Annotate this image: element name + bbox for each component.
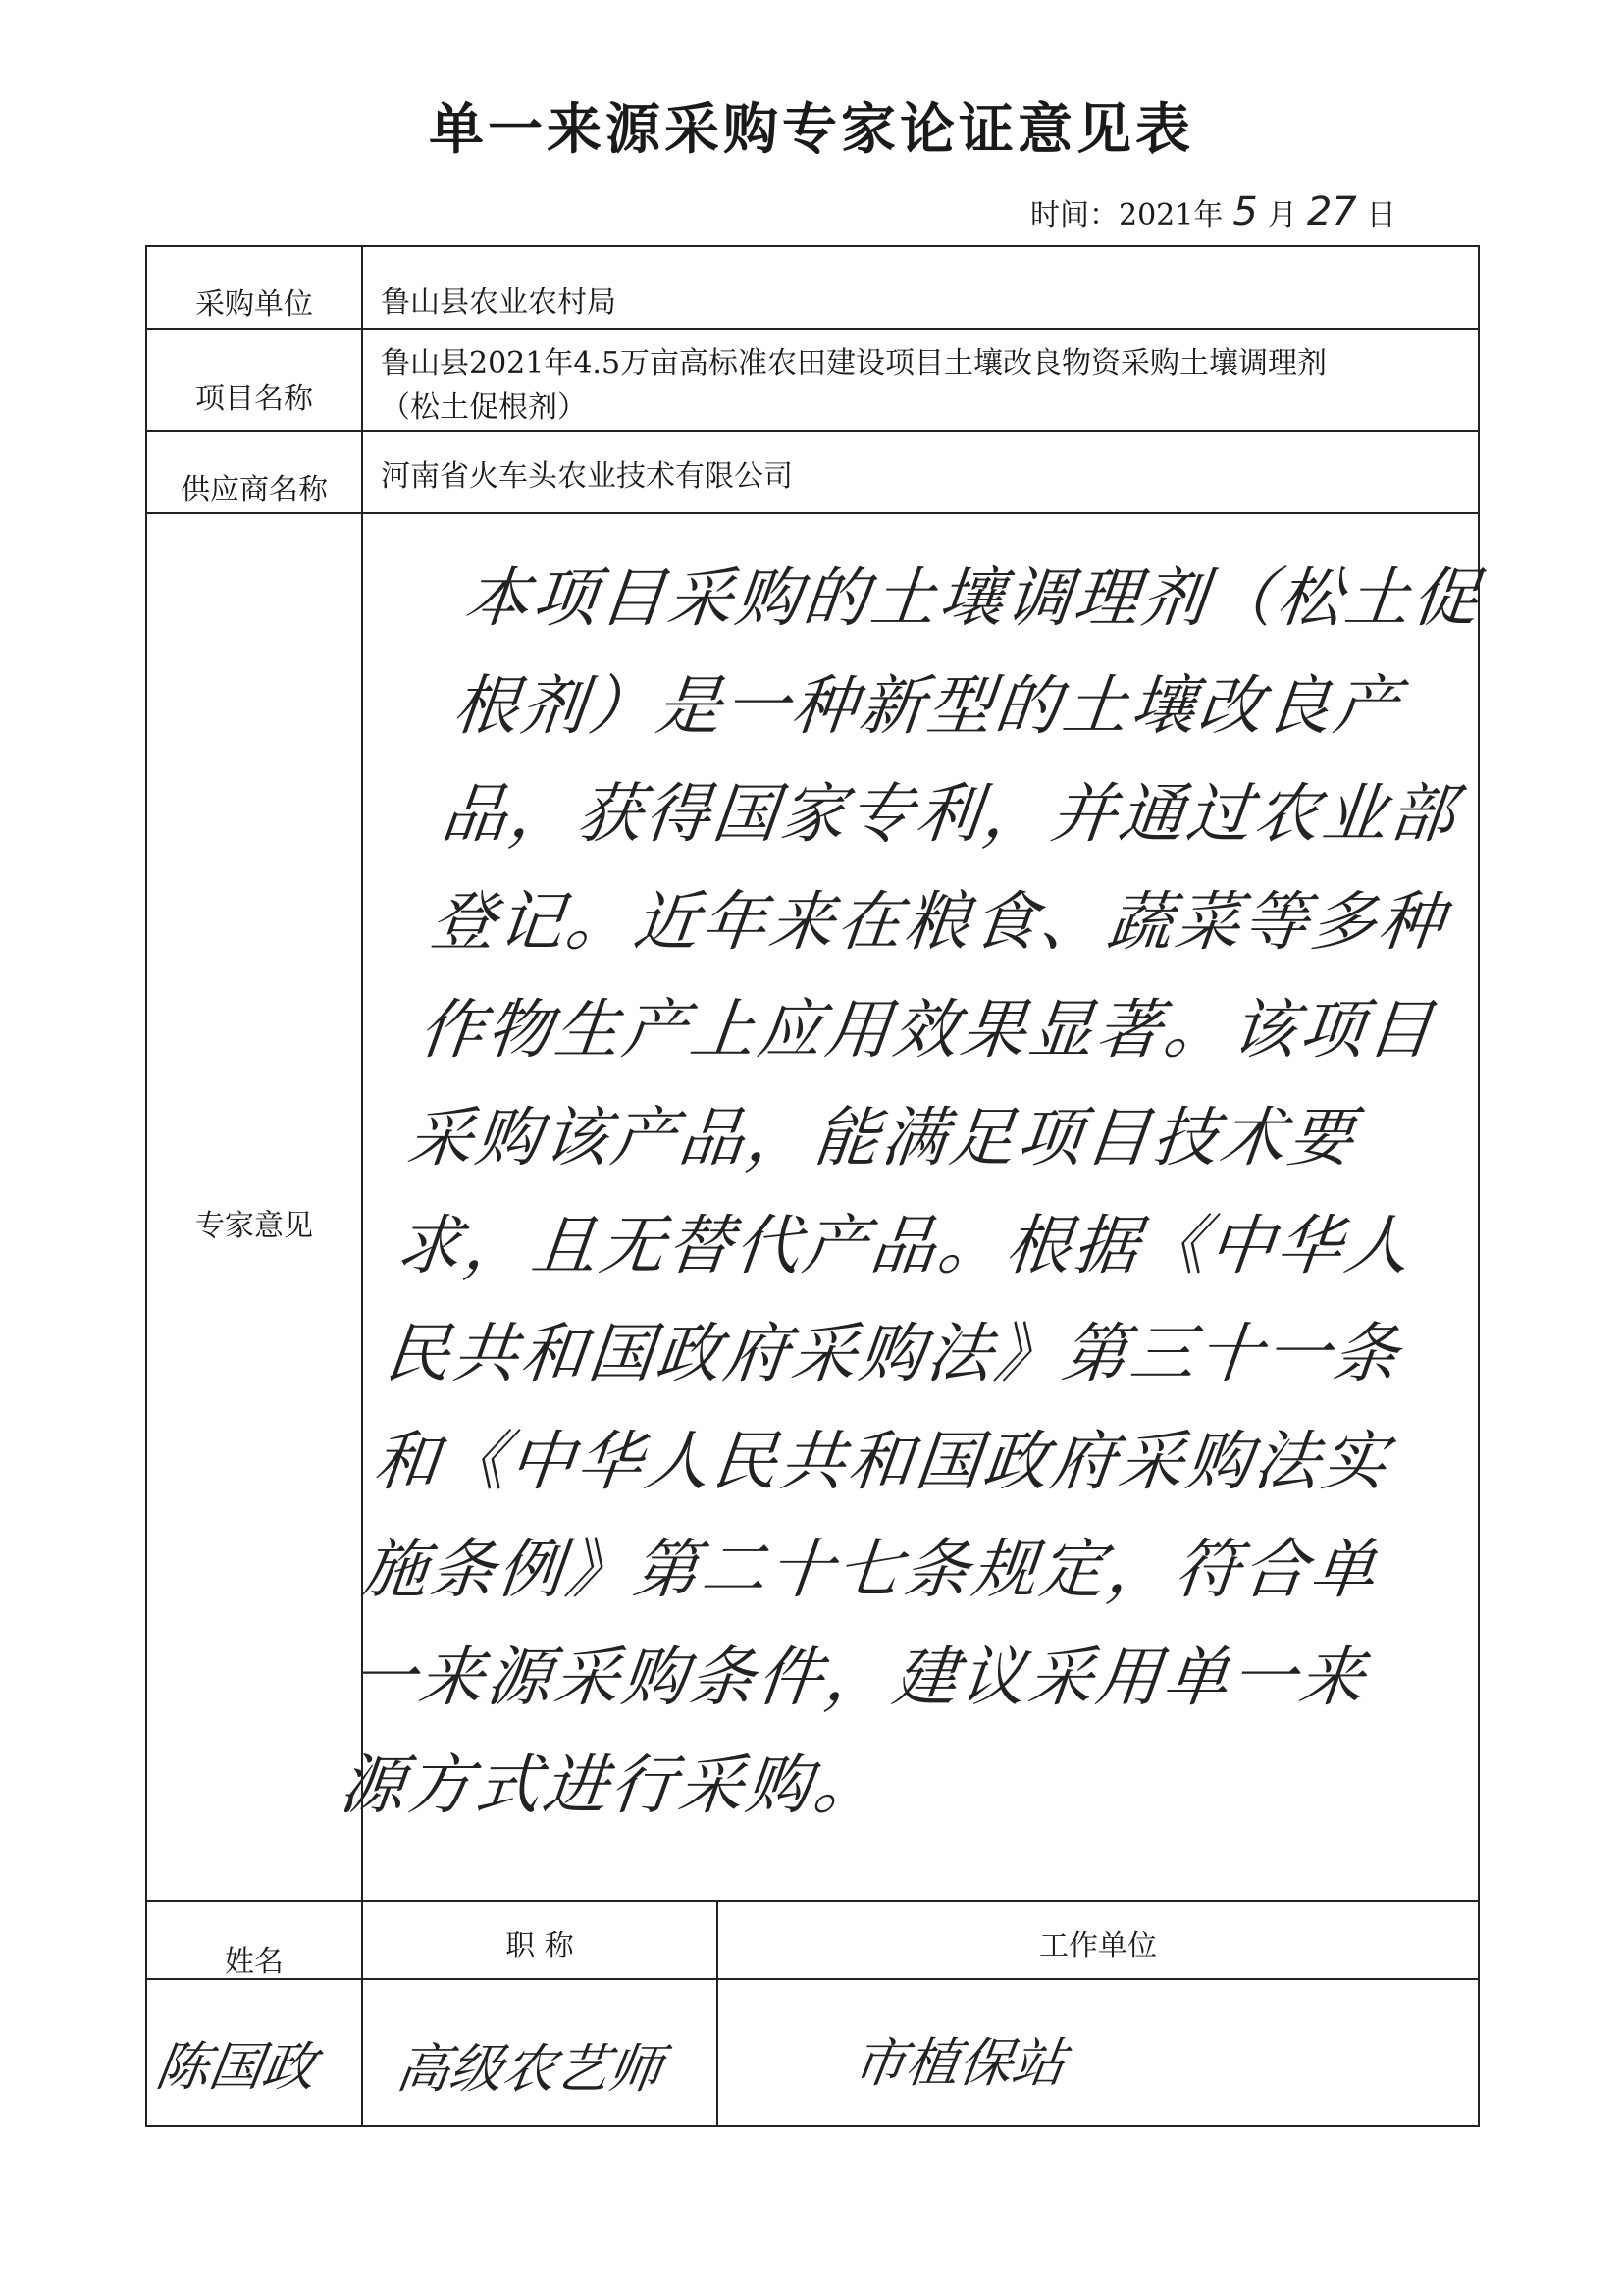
unit-header: 工作单位 xyxy=(1039,1929,1157,1963)
opinion-label: 专家意见 xyxy=(195,1209,313,1243)
date-day-suffix: 日 xyxy=(1366,198,1396,233)
supplier-value: 河南省火车头农业技术有限公司 xyxy=(381,459,793,494)
table-border-right xyxy=(1478,245,1480,2127)
purchaser-value: 鲁山县农业农村局 xyxy=(381,286,616,320)
project-value-line1: 鲁山县2021年4.5万亩高标准农田建设项目土壤改良物资采购土壤调理剂 xyxy=(381,346,1328,381)
table-border-bottom xyxy=(145,2125,1480,2127)
document-title: 单一来源采购专家论证意见表 xyxy=(429,98,1194,162)
date-label: 时间：2021年 xyxy=(1030,198,1224,233)
table-border-top xyxy=(145,245,1480,247)
project-value-line2: （松土促根剂） xyxy=(381,391,587,425)
expert-title-handwritten: 高级农艺师 xyxy=(393,2038,666,2100)
purchaser-label: 采购单位 xyxy=(195,287,313,322)
project-label: 项目名称 xyxy=(195,382,313,416)
title-header: 职 称 xyxy=(505,1929,574,1963)
expert-name-signature: 陈国政 xyxy=(152,2036,320,2098)
supplier-label: 供应商名称 xyxy=(181,473,328,507)
expert-unit-handwritten: 市植保站 xyxy=(849,2032,1070,2094)
name-header: 姓名 xyxy=(225,1945,284,1979)
table-border-left xyxy=(145,245,147,2127)
date-month-suffix: 月 xyxy=(1267,198,1297,233)
row-divider xyxy=(145,328,1480,330)
row-divider xyxy=(145,430,1480,432)
date-line xyxy=(1030,189,1396,235)
expert-opinion-handwritten: 本项目采购的土壤调理剂（松土促根剂）是一种新型的土壤改良产品，获得国家专利，并通过农业部登记。近年来在粮食、蔬菜等多种作物生产上应用效果显著。该项目采购该产品，能满足项目技术要求，且无替代产品。根据《中华人民共和国政府采购法》第三十一条和《中华人民共和国政府采购法实施条例》第二十七条规定，符合单一来源采购条件，建议采用单一来源方式进行采购。 xyxy=(336,560,1485,1823)
date-month: 5 xyxy=(1232,189,1258,235)
row-divider xyxy=(145,1900,1480,1902)
column-divider xyxy=(361,245,363,2127)
row-divider xyxy=(145,512,1480,514)
date-day: 27 xyxy=(1306,189,1357,235)
